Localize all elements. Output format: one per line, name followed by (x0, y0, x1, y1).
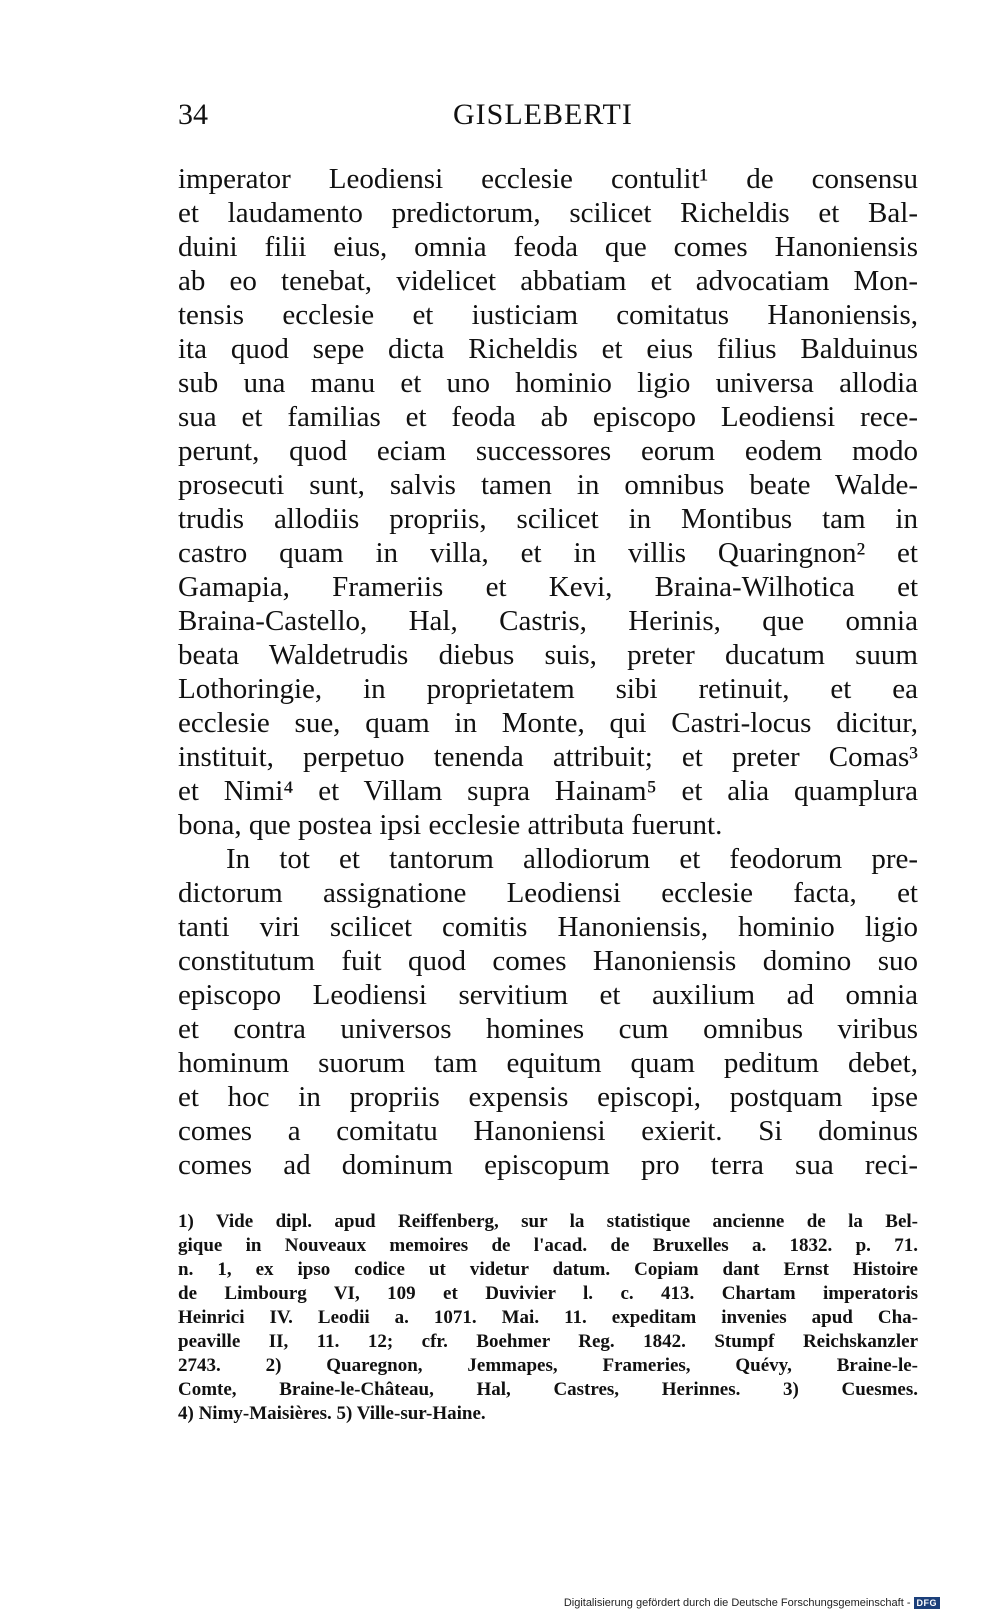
text-line: ita quod sepe dicta Richeldis et eius filius Balduinus (178, 333, 918, 365)
text-line: beata Waldetrudis diebus suis, preter ducatum suum (178, 639, 918, 671)
text-line: bona, que postea ipsi ecclesie attributa fuerunt. (178, 809, 723, 841)
text-line: ecclesie sue, quam in Monte, qui Castri-locus dicitur, (178, 707, 918, 739)
text-line: constitutum fuit quod comes Hanoniensis domino suo (178, 945, 918, 977)
text-line: Braina-Castello, Hal, Castris, Herinis, que omnia (178, 605, 918, 637)
dfg-logo: DFG (914, 1597, 941, 1609)
digitization-credit (564, 1597, 940, 1609)
text-line: imperator Leodiensi ecclesie contulit¹ de consensu (178, 163, 918, 195)
footnote-line: peaville II, 11. 12; cfr. Boehmer Reg. 1842. Stumpf Reichskanzler (178, 1331, 918, 1352)
text-line: Lothoringie, in proprietatem sibi retinuit, et ea (178, 673, 918, 705)
text-line: tanti viri scilicet comitis Hanoniensis, hominio ligio (178, 911, 918, 943)
footnote-line: Heinrici IV. Leodii a. 1071. Mai. 11. expeditam invenies apud Cha- (178, 1307, 918, 1328)
text-line: et laudamento predictorum, scilicet Richeldis et Bal- (178, 197, 918, 229)
running-title: GISLEBERTI (453, 98, 633, 131)
text-line: duini filii eius, omnia feoda que comes Hanoniensis (178, 231, 918, 263)
page-header (178, 98, 918, 138)
text-line: comes a comitatu Hanoniensi exierit. Si dominus (178, 1115, 918, 1147)
text-line: Gamapia, Frameriis et Kevi, Braina-Wilhotica et (178, 571, 918, 603)
footnote-line: gique in Nouveaux memoires de l'acad. de Bruxelles a. 1832. p. 71. (178, 1235, 918, 1256)
text-line: sua et familias et feoda ab episcopo Leodiensi rece- (178, 401, 918, 433)
footnote-line: Comte, Braine-le-Château, Hal, Castres, Herinnes. 3) Cuesmes. (178, 1379, 918, 1400)
text-line: ab eo tenebat, videlicet abbatiam et advocatiam Mon- (178, 265, 918, 297)
text-line: comes ad dominum episcopum pro terra sua reci- (178, 1149, 918, 1181)
footnote-line: de Limbourg VI, 109 et Duvivier l. c. 413. Chartam imperatoris (178, 1283, 918, 1304)
text-line: instituit, perpetuo tenenda attribuit; et preter Comas³ (178, 741, 918, 773)
text-line: castro quam in villa, et in villis Quaringnon² et (178, 537, 918, 569)
text-line: et Nimi⁴ et Villam supra Hainam⁵ et alia quamplura (178, 775, 918, 807)
footnote-line: 2743. 2) Quaregnon, Jemmapes, Frameries, Quévy, Braine-le- (178, 1355, 918, 1376)
footnote-line: 1) Vide dipl. apud Reiffenberg, sur la statistique ancienne de la Bel- (178, 1211, 918, 1232)
text-line: trudis allodiis propriis, scilicet in Montibus tam in (178, 503, 918, 535)
page-number: 34 (178, 98, 208, 131)
text-line: tensis ecclesie et iusticiam comitatus Hanoniensis, (178, 299, 918, 331)
credit-text: Digitalisierung gefördert durch die Deutsche Forschungsgemeinschaft - (563, 1597, 911, 1609)
text-line: et hoc in propriis expensis episcopi, postquam ipse (178, 1081, 918, 1113)
footnotes (178, 1210, 918, 1426)
text-line: perunt, quod eciam successores eorum eodem modo (178, 435, 918, 467)
text-line: sub una manu et uno hominio ligio universa allodia (178, 367, 918, 399)
text-line: prosecuti sunt, salvis tamen in omnibus beate Walde- (178, 469, 918, 501)
text-line: In tot et tantorum allodiorum et feodorum pre- (226, 843, 918, 875)
body-text (178, 162, 918, 1182)
text-line: episcopo Leodiensi servitium et auxilium ad omnia (178, 979, 918, 1011)
text-line: hominum suorum tam equitum quam peditum debet, (178, 1047, 918, 1079)
footnote-line: 4) Nimy-Maisières. 5) Ville-sur-Haine. (178, 1403, 486, 1424)
text-line: dictorum assignatione Leodiensi ecclesie facta, et (178, 877, 918, 909)
text-line: et contra universos homines cum omnibus viribus (178, 1013, 918, 1045)
footnote-line: n. 1, ex ipso codice ut videtur datum. Copiam dant Ernst Histoire (178, 1259, 918, 1280)
